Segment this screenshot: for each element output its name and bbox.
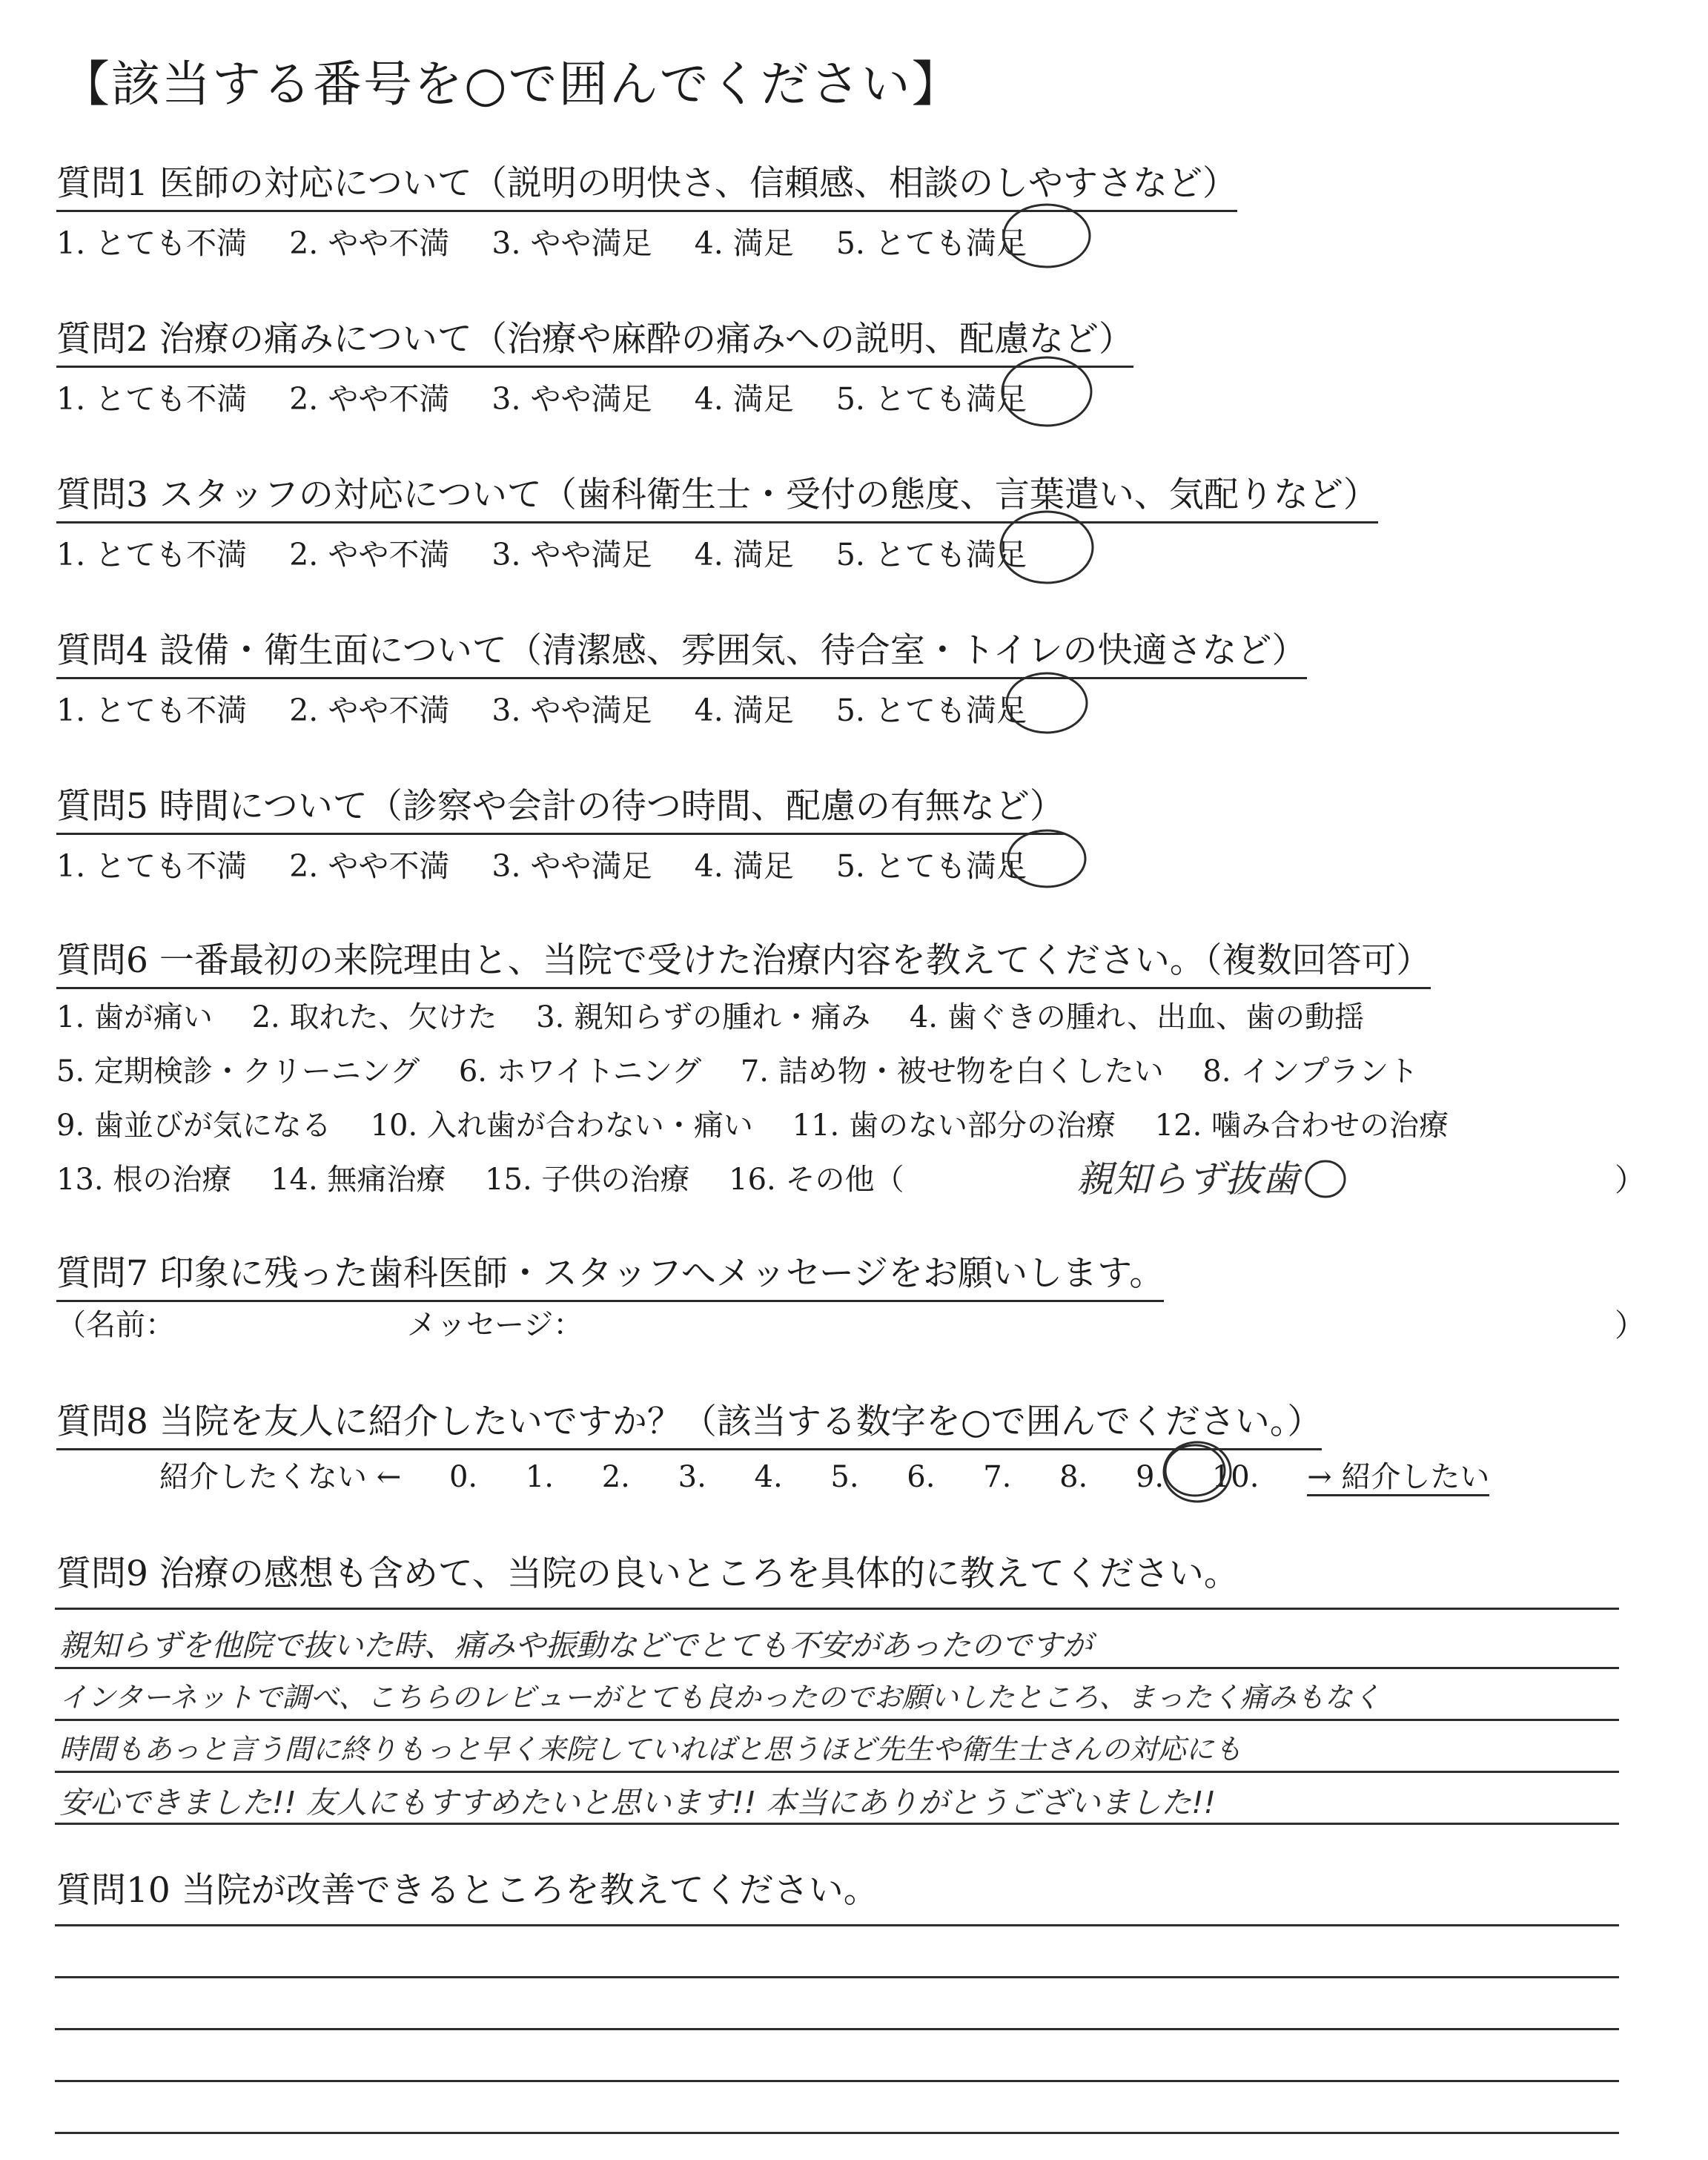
- q9-answer-line: 安心できました!! 友人にもすすめたいと思います!! 本当にありがとうございました!!: [59, 1785, 1217, 1820]
- reason-option[interactable]: 10. 入れ歯が合わない・痛い: [370, 1109, 753, 1143]
- reason-option[interactable]: 1. 歯が痛い: [56, 1000, 213, 1034]
- option-5[interactable]: 5. とても満足: [835, 848, 1027, 884]
- answer-rule: [55, 1771, 1619, 1773]
- scale-left-label: 紹介したくない ←: [159, 1460, 402, 1494]
- q9-answer-line: 時間もあっと言う間に終りもっと早く来院していればと思うほど先生や衛生士さんの対応にも: [59, 1733, 1242, 1766]
- option-3[interactable]: 3. やや満足: [491, 693, 652, 728]
- recommend-scale: [159, 1453, 1528, 1496]
- question-10-title: 質問10 当院が改善できるところを教えてください。: [56, 1870, 878, 1911]
- option-3[interactable]: 3. やや満足: [491, 537, 652, 572]
- option-3[interactable]: 3. やや満足: [491, 225, 652, 261]
- question-6-row-1: [56, 994, 1394, 1036]
- option-5[interactable]: 5. とても満足: [835, 693, 1027, 728]
- page-title: 【該当する番号を○で囲んでください】: [61, 56, 962, 113]
- scale-right-label: → 紹介したい: [1307, 1460, 1489, 1496]
- question-6-title: 質問6 一番最初の来院理由と、当院で受けた治療内容を教えてください。（複数回答可）: [56, 933, 1431, 989]
- reason-option[interactable]: 9. 歯並びが気になる: [56, 1109, 331, 1143]
- reason-option[interactable]: 12. 噛み合わせの治療: [1154, 1109, 1449, 1143]
- option-1[interactable]: 1. とても不満: [56, 693, 248, 728]
- answer-rule: [55, 1976, 1619, 1978]
- scale-option[interactable]: 9.: [1135, 1460, 1165, 1494]
- scale-option[interactable]: 2.: [601, 1460, 630, 1494]
- option-2[interactable]: 2. やや不満: [289, 848, 450, 884]
- question-1-title: 質問1 医師の対応について（説明の明快さ、信頼感、相談のしやすさなど）: [56, 156, 1237, 212]
- answer-rule: [55, 1667, 1619, 1669]
- question-9-title: 質問9 治療の感想も含めて、当院の良いところを具体的に教えてください。: [56, 1553, 1239, 1594]
- character-circle: [1306, 1161, 1345, 1197]
- answer-rule: [55, 2132, 1619, 2134]
- q9-answer-line: インターネットで調べ、こちらのレビューがとても良かったのでお願いしたところ、まったく痛みもなく: [59, 1681, 1381, 1714]
- scale-option[interactable]: 10.: [1211, 1460, 1260, 1494]
- reason-option[interactable]: 13. 根の治療: [56, 1163, 232, 1197]
- reason-option[interactable]: 14. 無痛治療: [271, 1163, 446, 1197]
- question-2-options: [56, 374, 1059, 418]
- reason-option-other[interactable]: 16. その他（: [729, 1163, 904, 1197]
- question-2-title: 質問2 治療の痛みについて（治療や麻酔の痛みへの説明、配慮など）: [56, 311, 1133, 368]
- question-7-fields: [56, 1301, 583, 1344]
- scale-option[interactable]: 1.: [525, 1460, 555, 1494]
- scale-option[interactable]: 4.: [754, 1460, 783, 1494]
- question-3-options: [56, 530, 1059, 574]
- answer-rule: [55, 2028, 1619, 2030]
- scale-option[interactable]: 7.: [983, 1460, 1012, 1494]
- option-2[interactable]: 2. やや不満: [289, 537, 450, 572]
- option-1[interactable]: 1. とても不満: [56, 381, 248, 417]
- name-label: （名前：: [56, 1308, 175, 1342]
- reason-option[interactable]: 3. 親知らずの腫れ・痛み: [536, 1000, 871, 1034]
- option-3[interactable]: 3. やや満足: [491, 848, 652, 884]
- question-6-row-4: [56, 1156, 933, 1198]
- reason-option[interactable]: 2. 取れた、欠けた: [251, 1000, 497, 1034]
- reason-option[interactable]: 11. 歯のない部分の治療: [792, 1109, 1116, 1143]
- question-6-row-2: [56, 1048, 1448, 1090]
- option-1[interactable]: 1. とても不満: [56, 225, 248, 261]
- reason-option[interactable]: 15. 子供の治療: [485, 1163, 690, 1197]
- scale-option[interactable]: 0.: [448, 1460, 478, 1494]
- option-5[interactable]: 5. とても満足: [835, 225, 1027, 261]
- option-2[interactable]: 2. やや不満: [289, 225, 450, 261]
- scale-option[interactable]: 5.: [830, 1460, 859, 1494]
- option-5[interactable]: 5. とても満足: [835, 537, 1027, 572]
- option-4[interactable]: 4. 満足: [694, 381, 794, 417]
- reason-option[interactable]: 5. 定期検診・クリーニング: [56, 1054, 420, 1089]
- option-4[interactable]: 4. 満足: [694, 225, 794, 261]
- question-5-title: 質問5 時間について（診察や会計の待つ時間、配慮の有無など）: [56, 779, 1065, 835]
- other-close-paren: ）: [1615, 1162, 1646, 1198]
- option-4[interactable]: 4. 満足: [694, 537, 794, 572]
- message-label: メッセージ：: [406, 1308, 583, 1342]
- option-5[interactable]: 5. とても満足: [835, 381, 1027, 417]
- other-answer-handwriting: 親知らず抜歯: [1076, 1157, 1299, 1200]
- question-6-row-3: [56, 1102, 1478, 1144]
- question-8-title: 質問8 当院を友人に紹介したいですか？（該当する数字を○で囲んでください。）: [56, 1394, 1322, 1450]
- reason-option[interactable]: 6. ホワイトニング: [458, 1054, 702, 1089]
- option-3[interactable]: 3. やや満足: [491, 381, 652, 417]
- answer-rule: [55, 2080, 1619, 2082]
- question-7-title: 質問7 印象に残った歯科医師・スタッフへメッセージをお願いします。: [56, 1246, 1164, 1302]
- question-5-options: [56, 842, 1059, 885]
- answer-rule: [55, 1608, 1619, 1610]
- question-1-options: [56, 219, 1059, 262]
- answer-rule: [55, 1823, 1619, 1825]
- scale-option[interactable]: 6.: [907, 1460, 936, 1494]
- reason-option[interactable]: 8. インプラント: [1202, 1054, 1419, 1089]
- message-close-paren: ）: [1615, 1307, 1646, 1344]
- reason-option[interactable]: 7. 詰め物・被せ物を白くしたい: [740, 1054, 1164, 1089]
- answer-rule: [55, 1924, 1619, 1926]
- answer-rule: [55, 1719, 1619, 1721]
- question-4-title: 質問4 設備・衛生面について（清潔感、雰囲気、待合室・トイレの快適さなど）: [56, 623, 1307, 679]
- option-4[interactable]: 4. 満足: [694, 693, 794, 728]
- scale-option[interactable]: 3.: [678, 1460, 706, 1494]
- question-4-options: [56, 686, 1059, 730]
- option-2[interactable]: 2. やや不満: [289, 381, 450, 417]
- q9-answer-line: 親知らずを他院で抜いた時、痛みや振動などでとても不安があったのですが: [59, 1628, 1093, 1663]
- reason-option[interactable]: 4. 歯ぐきの腫れ、出血、歯の動揺: [909, 1000, 1365, 1034]
- question-3-title: 質問3 スタッフの対応について（歯科衛生士・受付の態度、言葉遣い、気配りなど）: [56, 467, 1378, 524]
- option-1[interactable]: 1. とても不満: [56, 848, 248, 884]
- option-4[interactable]: 4. 満足: [694, 848, 794, 884]
- option-1[interactable]: 1. とても不満: [56, 537, 248, 572]
- option-2[interactable]: 2. やや不満: [289, 693, 450, 728]
- scale-option[interactable]: 8.: [1059, 1460, 1088, 1494]
